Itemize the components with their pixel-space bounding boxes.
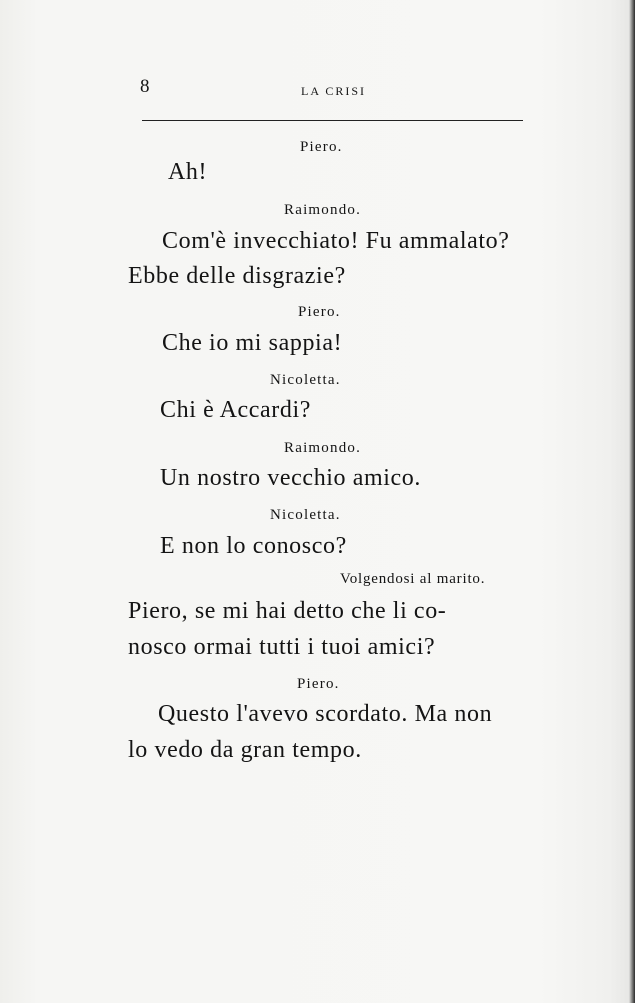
speaker-name: Piero. bbox=[297, 676, 340, 692]
speech-line: E non lo conosco? bbox=[160, 533, 347, 559]
speech-line: Questo l'avevo scordato. Ma non bbox=[158, 701, 493, 727]
speech-line: Che io mi sappia! bbox=[162, 330, 343, 356]
speech-line: Piero, se mi hai detto che li co- bbox=[128, 598, 447, 624]
speaker-name: Nicoletta. bbox=[270, 507, 341, 523]
speech-line: lo vedo da gran tempo. bbox=[128, 737, 362, 763]
speaker-name: Nicoletta. bbox=[270, 372, 341, 388]
speech-line: Ebbe delle disgrazie? bbox=[128, 263, 346, 289]
speaker-name: Raimondo. bbox=[284, 440, 362, 456]
speech-line: Ah! bbox=[168, 159, 208, 185]
speaker-name: Piero. bbox=[300, 139, 343, 155]
speaker-name: Piero. bbox=[298, 304, 341, 320]
running-title: LA CRISI bbox=[301, 84, 367, 98]
speech-line: Chi è Accardi? bbox=[160, 397, 312, 423]
speaker-name: Raimondo. bbox=[284, 202, 362, 218]
speech-line: Com'è invecchiato! Fu ammalato? bbox=[162, 228, 510, 254]
speech-line: nosco ormai tutti i tuoi amici? bbox=[128, 634, 436, 660]
speech-line: Un nostro vecchio amico. bbox=[160, 465, 421, 491]
stage-direction: Volgendosi al marito. bbox=[340, 571, 486, 587]
header-rule bbox=[142, 120, 523, 121]
page-edge-shadow bbox=[629, 0, 635, 1003]
page-number: 8 bbox=[140, 76, 150, 97]
